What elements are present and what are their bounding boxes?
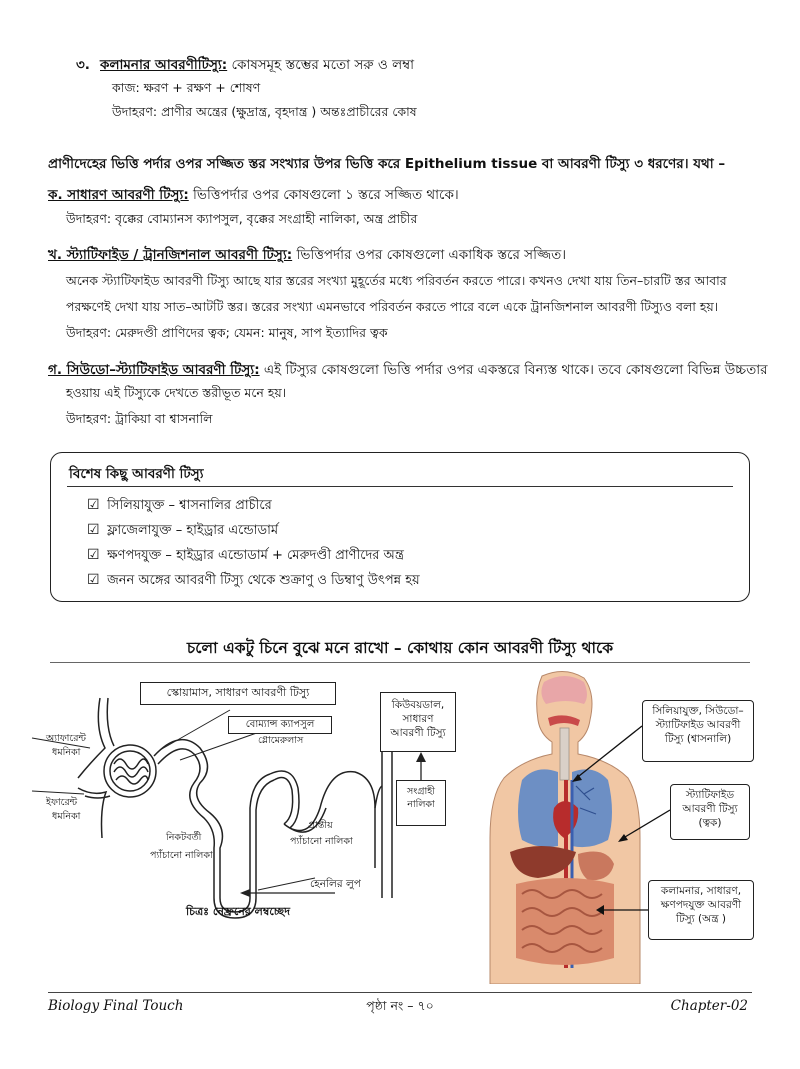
trachea-label-line-2: স্ট্যাটিফাইড আবরণী (655, 719, 741, 732)
squamous-label: স্কোয়ামাস, সাধারণ আবরণী টিস্যু (140, 682, 336, 705)
cuboidal-label-1: কিউবয়ডাল, (391, 699, 445, 711)
special-item-text: জনন অঙ্গের আবরণী টিস্যু থেকে শুক্রাণু ও ডিম্বাণু উৎপন্ন হয় (107, 573, 420, 588)
type-c-title: গ. সিউডো–স্ট্যাটিফাইড আবরণী টিস্যু: (48, 362, 260, 378)
intestine-label-line-2: ক্ষণপদযুক্ত আবরণী (660, 899, 742, 912)
type-c-example: উদাহরণ: ট্রাকিয়া বা শ্বাসনালি (66, 411, 213, 426)
special-item-text: ফ্লাজেলাযুক্ত – হাইড্রার এন্ডোডার্ম (107, 523, 279, 538)
afferent-label-1: অ্যাফারেন্ট (46, 733, 86, 744)
checkbox-icon: ☑ (87, 547, 100, 563)
footer-divider (48, 992, 752, 993)
proximal-tubule-label-1: নিকটবর্তী (166, 832, 202, 843)
special-box-title: বিশেষ কিছু আবরণী টিস্যু (69, 466, 204, 482)
type-b-desc: ভিত্তিপর্দার ওপর কোষগুলো একাধিক স্তরে সজ্জিত। (296, 247, 567, 263)
skin-label-line-3: (ত্বক) (698, 817, 722, 830)
type-b-para-2: পরক্ষণেই দেখা যায় সাত–আটটি স্তর। স্তরের সংখ্যা এমনভাবে পরিবর্তন করতে পারে বলে একে ট্রানজিশনাল আবরণী টিস্যুও বলা হয়। (66, 299, 719, 314)
special-item-text: ক্ষণপদযুক্ত – হাইড্রার এন্ডোডার্ম + মেরুদণ্ডী প্রাণীদের অন্ত্র (107, 548, 404, 563)
checkbox-icon: ☑ (87, 572, 100, 588)
trachea-label-line-1: সিলিয়াযুক্ত, সিউডো– (652, 705, 744, 717)
collecting-duct-box (396, 780, 446, 826)
footer-book-title: Biology Final Touch (48, 998, 184, 1014)
type-c-heading (48, 359, 768, 382)
diagram-section-title: চলো একটু চিনে বুঝে মনে রাখো – কোথায় কোন আবরণী টিস্যু থাকে (186, 639, 614, 657)
columnar-desc: কোষসমূহ স্তম্ভের মতো সরু ও লম্বা (231, 57, 415, 73)
item3-heading (100, 54, 414, 77)
checkbox-icon: ☑ (87, 522, 100, 538)
trachea-tissue-label (642, 700, 754, 762)
type-b-heading (48, 244, 566, 267)
efferent-label-2: ধমনিকা (52, 811, 81, 822)
special-tissue-box (50, 452, 750, 602)
type-c-desc-2: হওয়ায় এই টিস্যুকে দেখতে স্তরীভূত মনে হয়। (66, 385, 287, 400)
type-a-heading (48, 184, 459, 207)
type-b-title: খ. স্ট্যাটিফাইড / ট্রানজিশনাল আবরণী টিস্যু: (48, 247, 293, 263)
efferent-label-1: ইফারেন্ট (46, 797, 78, 808)
collecting-duct-label-1: সংগ্রাহী (407, 786, 435, 797)
type-b-para-1: অনেক স্ট্যাটিফাইড আবরণী টিস্যু আছে যার স্তরের সংখ্যা মুহূর্তের মধ্যে পরিবর্তন করতে পারে। কখনও দেখা যায় তিন–চারটি স্তর আবার (66, 273, 727, 288)
collecting-duct-label-2: নালিকা (407, 798, 435, 810)
section-divider (50, 662, 750, 663)
skin-tissue-label (670, 784, 750, 840)
bowman-capsule-label: বোম্যান্স ক্যাপসুল (228, 716, 332, 734)
intestine-label-line-1: কলামনার, সাধারণ, (660, 885, 742, 897)
trachea-label-line-3: টিস্যু (শ্বাসনালি) (664, 733, 732, 746)
intestine-tissue-label (648, 880, 754, 940)
type-a-title: ক. সাধারণ আবরণী টিস্যু: (48, 187, 189, 203)
special-item (87, 521, 278, 542)
nephron-caption: চিত্রঃ নেফ্রনের লম্বচ্ছেদ (186, 905, 290, 918)
distal-tubule-label-1: প্রান্তীয় (308, 820, 333, 831)
distal-tubule-label-2: প্যাঁচানো নালিকা (290, 836, 353, 847)
glomerulus-label: গ্লোমেরুলাস (258, 735, 304, 746)
cuboidal-label-2: সাধারণ (402, 713, 434, 726)
columnar-example: উদাহরণ: প্রাণীর অন্ত্রের (ক্ষুদ্রান্ত্র, বৃহদান্ত্র ) অন্তঃপ্রাচীরের কোষ (112, 104, 417, 119)
cuboidal-label-3: আবরণী টিস্যু (390, 727, 446, 740)
arrow-up-icon (410, 752, 440, 782)
columnar-title: কলামনার আবরণীটিস্যু: (100, 57, 228, 73)
columnar-work: কাজ: ক্ষরণ + রক্ষণ + শোষণ (112, 80, 261, 95)
henle-loop-label: হেনলির লুপ (310, 878, 361, 890)
type-a-desc: ভিত্তিপর্দার ওপর কোষগুলো ১ স্তরে সজ্জিত থাকে। (193, 187, 459, 203)
checkbox-icon: ☑ (87, 497, 100, 513)
special-item (87, 571, 420, 592)
special-item (87, 496, 272, 517)
special-item-text: সিলিয়াযুক্ত – শ্বাসনালির প্রাচীরে (107, 498, 272, 513)
type-c-desc: এই টিস্যুর কোষগুলো ভিত্তি পর্দার ওপর একস্তরে বিন্যস্ত থাকে। তবে কোষগুলো বিভিন্ন উচ্চতার (263, 362, 768, 378)
type-b-example: উদাহরণ: মেরুদণ্ডী প্রাণিদের ত্বক; যেমন: মানুষ, সাপ ইত্যাদির ত্বক (66, 325, 388, 340)
footer-chapter: Chapter-02 (670, 998, 748, 1014)
type-a-example: উদাহরণ: বৃক্কের বোম্যানস ক্যাপসুল, বৃক্কের সংগ্রাহী নালিকা, অন্ত্র প্রাচীর (66, 211, 418, 226)
cuboidal-label-box (380, 692, 456, 752)
intro-text: প্রাণীদেহের ভিত্তি পর্দার ওপর সজ্জিত স্তর সংখ্যার উপর ভিত্তি করে Epithelium tissue বা আবরণী টিস্যু ৩ ধরণের। যথা – (48, 156, 726, 172)
item-number: ৩. (76, 57, 90, 73)
skin-label-line-2: আবরণী টিস্যু (682, 803, 738, 816)
intestine-label-line-3: টিস্যু (অন্ত্র ) (676, 913, 726, 926)
skin-label-line-1: স্ট্যাটিফাইড (685, 789, 735, 801)
afferent-label-2: ধমনিকা (52, 747, 81, 758)
special-item (87, 546, 404, 567)
special-box-divider (67, 486, 733, 487)
proximal-tubule-label-2: প্যাঁচানো নালিকা (150, 850, 213, 861)
footer-page-number: পৃষ্ঠা নং – ৭০ (366, 998, 434, 1013)
